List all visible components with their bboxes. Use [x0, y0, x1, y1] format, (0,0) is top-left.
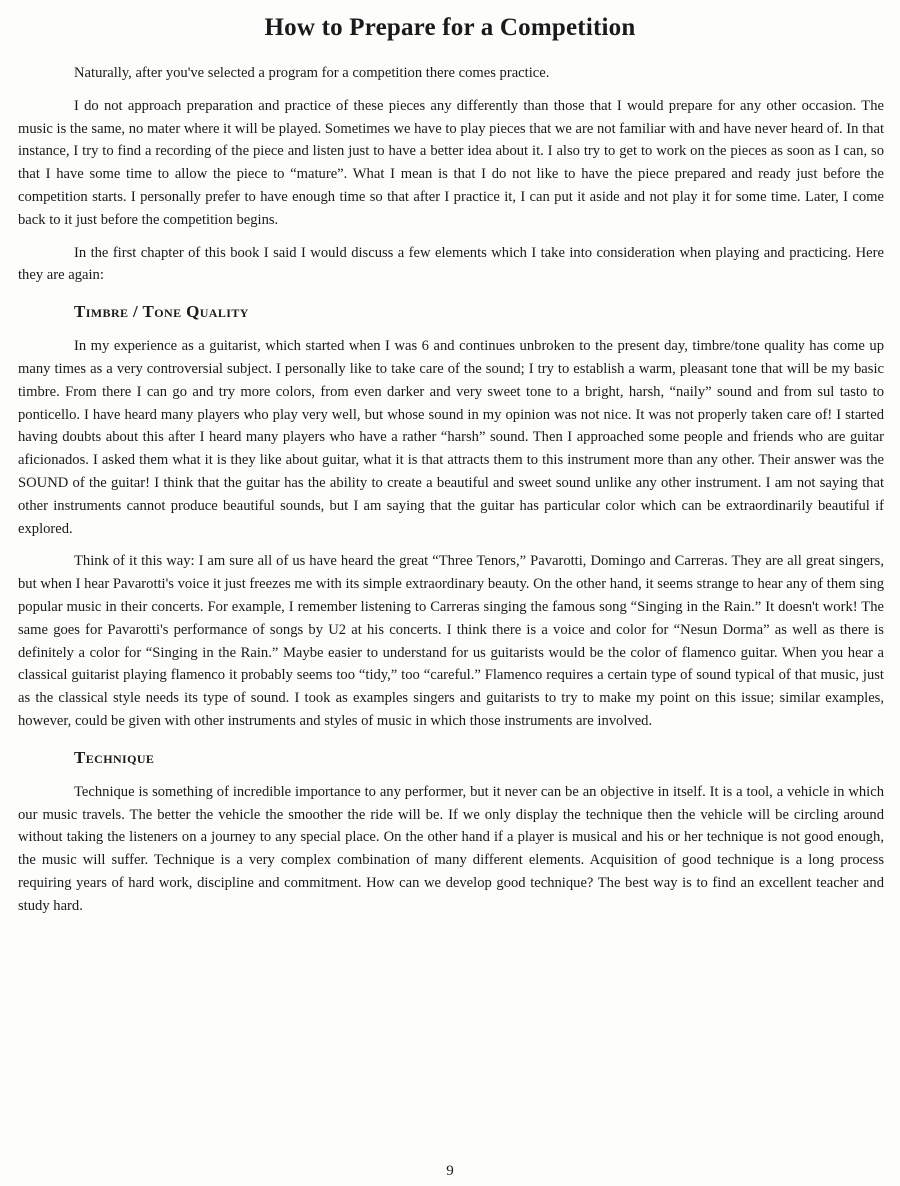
- timbre-paragraph-2: Think of it this way: I am sure all of us have heard the great “Three Tenors,” Pavarotti, Domingo and Carreras. They are all great singers, but when I hear Pavarotti's voice it just freezes me with its simple extraordinary beauty. On the other hand, it seems strange to hear any of them sing popular music in their concerts. For example, I remember listening to Carreras singing the famous song “Singing in the Rain.” It doesn't work! The same goes for Pavarotti's performance of songs by U2 at his concerts. I think there is a voice and color for “Nesun Dorma” as well as there is definitely a color for “Singing in the Rain.” Maybe easier to understand for us guitarists would be the color of flamenco guitar. When you hear a classical guitarist playing flamenco it probably seems too “tidy,” too “careful.” Flamenco requires a certain type of sound typical of that music, just as the classical style needs its type of sound. I took as examples singers and guitarists to try to make my point on this issue; similar examples, however, could be given with other instruments and styles of music in which those instruments are involved.: [18, 553, 884, 729]
- section-heading-technique: Technique: [74, 747, 155, 767]
- page-title: How to Prepare for a Competition: [264, 14, 636, 41]
- section-heading-timbre: Timbre / Tone Quality: [74, 302, 249, 322]
- document-body: [18, 62, 884, 918]
- timbre-paragraph-1: In my experience as a guitarist, which started when I was 6 and continues unbroken to the present day, timbre/tone quality has come up many times as a very controversial subject. I personally like to take care of the sound; I try to establish a warm, pleasant tone that will be my basic timbre. From there I can go and try more colors, from even darker and very sweet tone to a bright, harsh, “naily” sound and from sul tasto to ponticello. I have heard many players who play very well, but whose sound in my opinion was not nice. It was not properly taken care of! I started having doubts about this after I heard many players who have a rather “harsh” sound. Then I approached some people and friends who are guitar aficionados. I asked them what it is they like about guitar, what it is that attracts them to this instrument more than any other. Their answer was the SOUND of the guitar! I think that the guitar has the ability to create a beautiful and sweet sound unlike any other instrument. I am not saying that other instruments cannot produce beautiful sounds, but I am saying that the guitar has particular color which can be extraordinarily beautiful if explored.: [18, 338, 884, 537]
- intro-paragraph-1: Naturally, after you've selected a program for a competition there comes practice.: [74, 65, 550, 81]
- technique-paragraph-1: Technique is something of incredible importance to any performer, but it never can be an objective in itself. It is a tool, a vehicle in which our music travels. The better the vehicle the smoother the ride will be. If we only display the technique then the vehicle will be circling around without taking the listeners on a journey to any special place. On the other hand if a player is musical and his or her technique is not good enough, the music will suffer. Technique is a very complex combination of many different elements. Acquisition of good technique is a long process requiring years of hard work, discipline and commitment. How can we develop good technique? The best way is to find an excellent teacher and study hard.: [18, 783, 884, 914]
- intro-paragraph-2: I do not approach preparation and practice of these pieces any differently than those that I would prepare for any other occasion. The music is the same, no mater where it will be played. Sometimes we have to play pieces that we are not familiar with and have never heard of. In that instance, I try to find a recording of the piece and listen just to have a better idea about it. I also try to get to work on the pieces as soon as I can, so that I have some time to allow the piece to “mature”. What I mean is that I do not like to have the piece prepared and ready just before the competition starts. I personally prefer to have enough time so that after I practice it, I can put it aside and not play it for some time. Later, I come back to it just before the competition begins.: [18, 97, 884, 228]
- intro-paragraph-3: In the first chapter of this book I said I would discuss a few elements which I take into consideration when playing and practicing. Here they are again:: [18, 244, 884, 284]
- page-number: 9: [446, 1163, 454, 1179]
